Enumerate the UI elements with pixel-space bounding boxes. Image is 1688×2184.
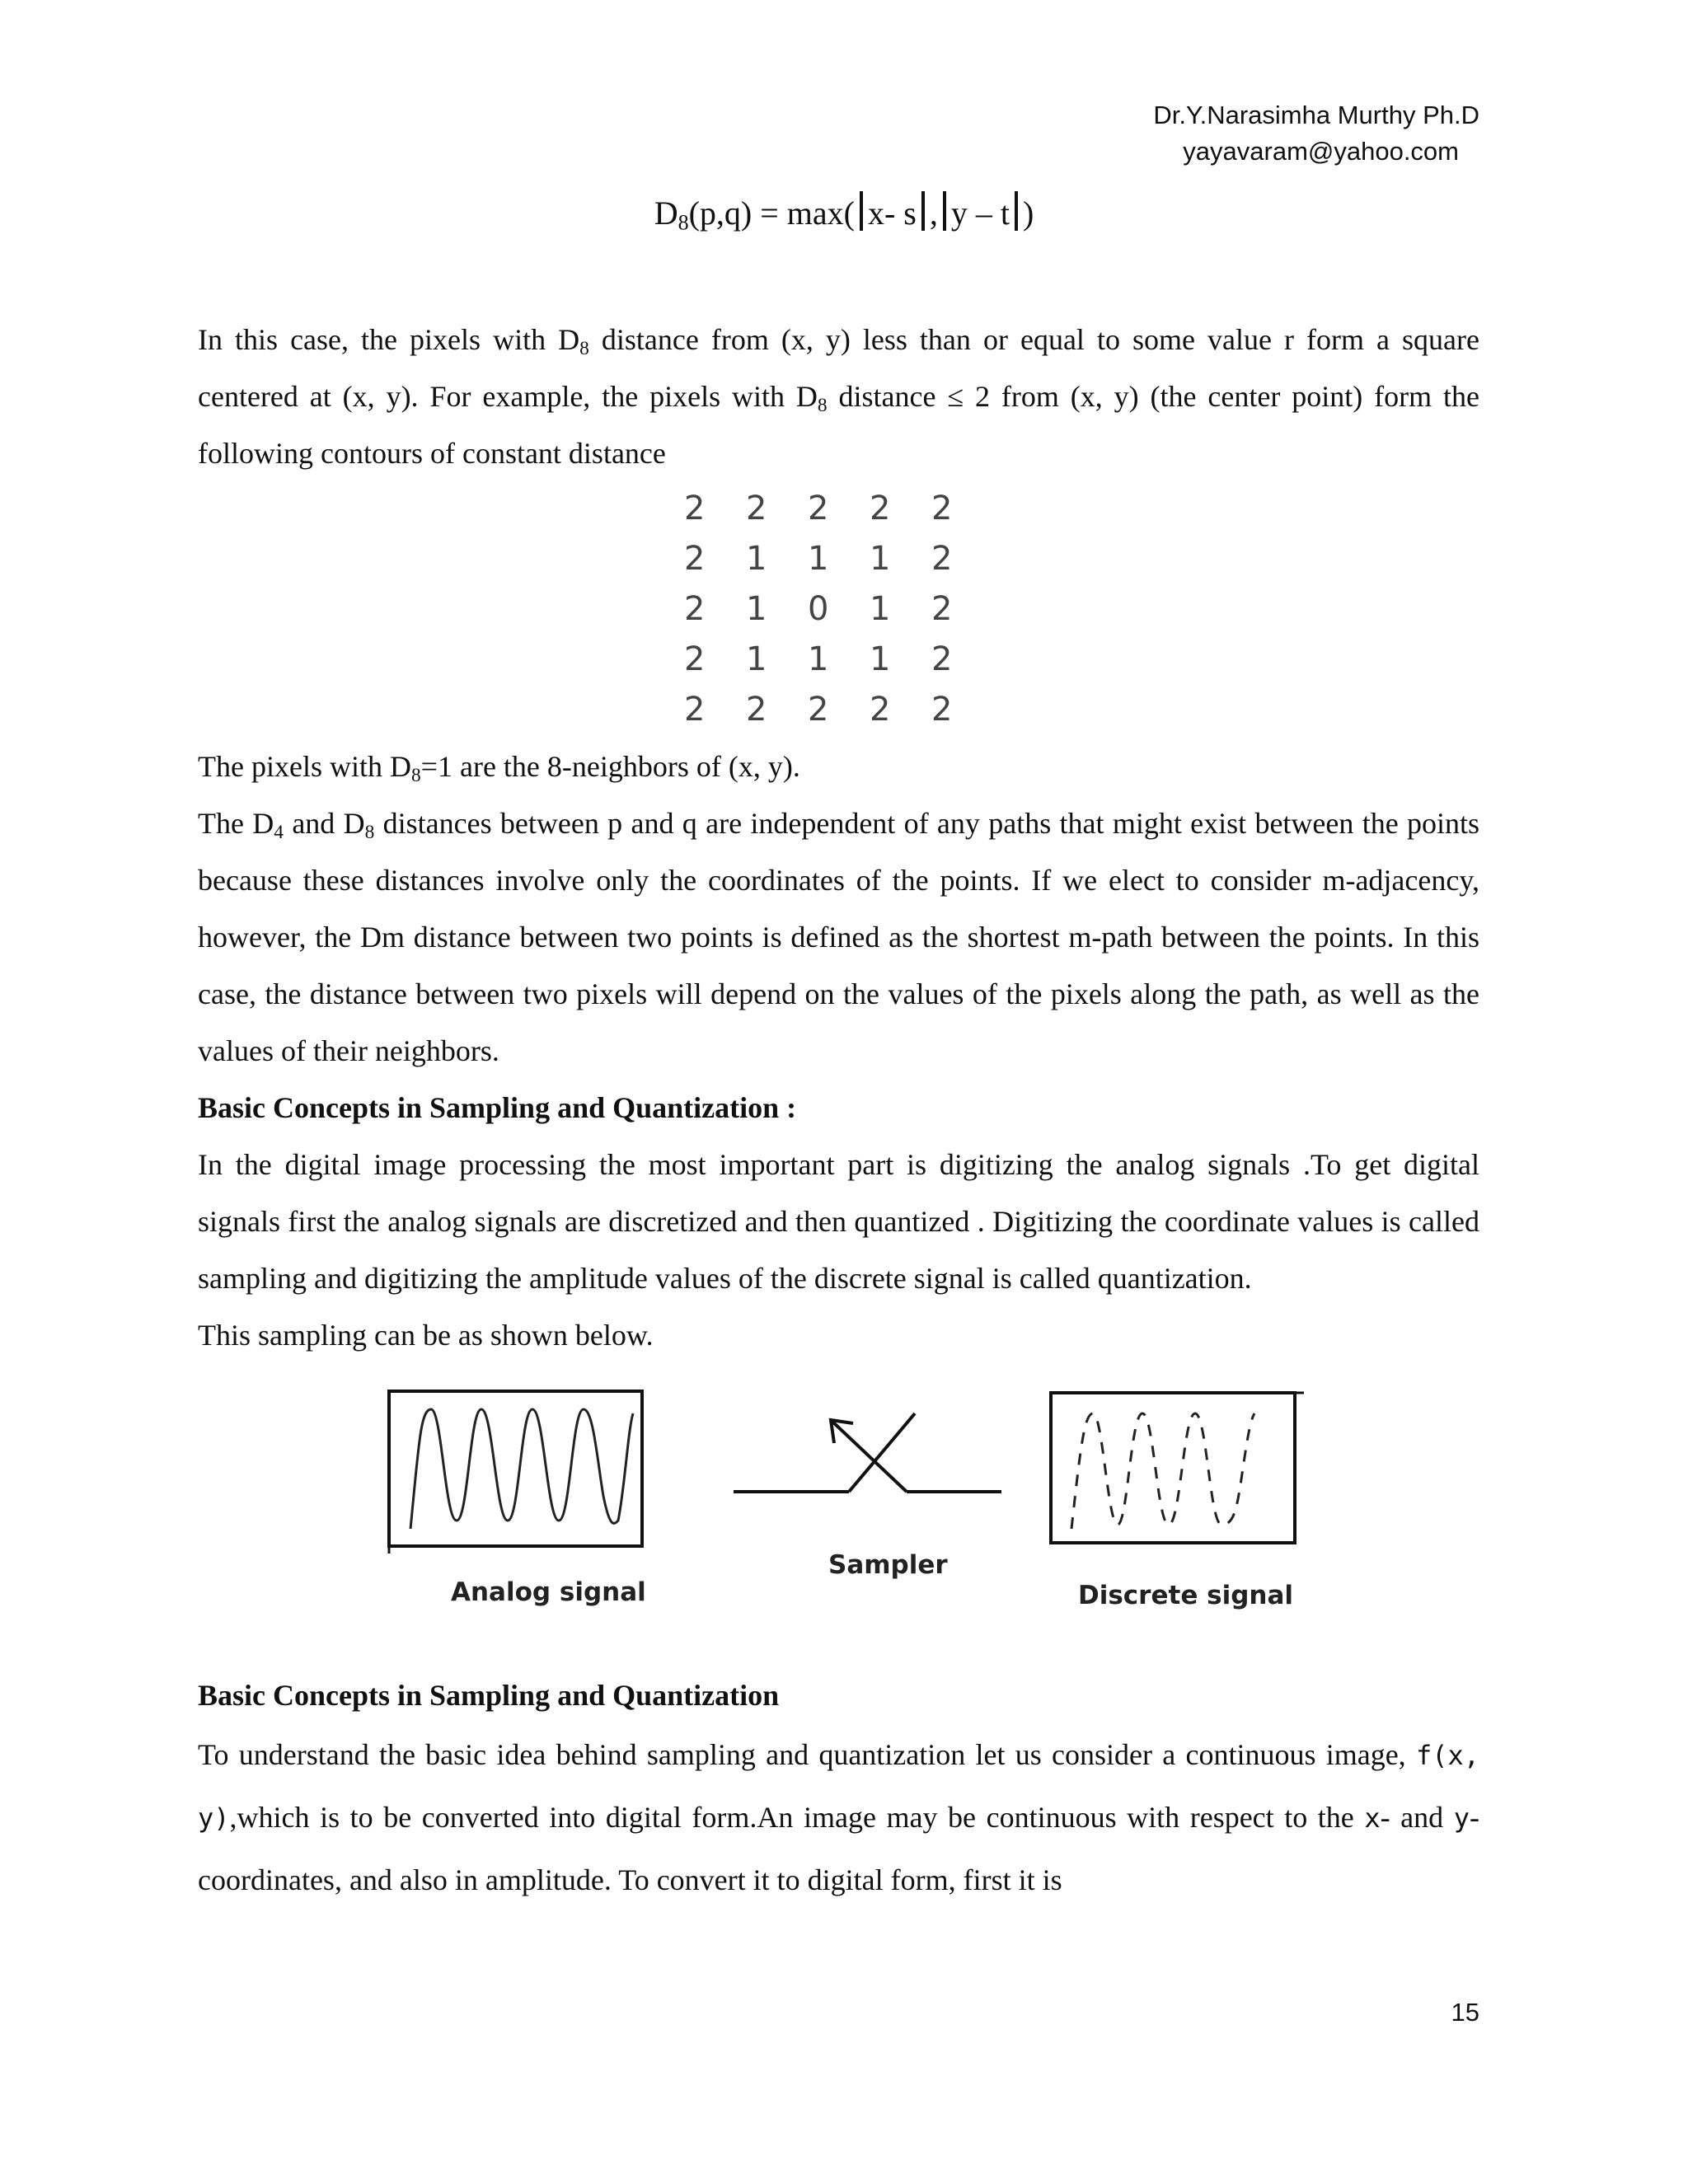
paragraph-sampling-intro: This sampling can be as shown below.: [198, 1319, 654, 1352]
page-number: 15: [1451, 1998, 1479, 2027]
discrete-signal-label: Discrete signal: [1078, 1581, 1294, 1610]
math-variable: x: [1364, 1802, 1381, 1834]
text-run: The pixels with D: [198, 750, 411, 783]
matrix-cell: 2: [870, 691, 891, 729]
formula-lhs: D: [654, 194, 678, 232]
abs-bar: [860, 191, 863, 231]
matrix-cell: 2: [808, 490, 829, 527]
text-run: ,which is to be converted into digital form.An image may be continuous with respect to the: [229, 1801, 1365, 1834]
paragraph-dm-distance: [198, 795, 1479, 1080]
matrix-cell: 2: [684, 691, 706, 729]
text-run: In this case, the pixels with D: [198, 323, 580, 356]
matrix-cell: 1: [870, 640, 891, 678]
d8-formula: [0, 191, 1688, 235]
formula-subscript: 8: [678, 210, 689, 235]
distance-matrix: [198, 484, 1479, 735]
matrix-cell: 1: [870, 590, 891, 628]
matrix-cell: 2: [931, 691, 953, 729]
text-run: distances between p and q are independent of any paths that might exist between the points because these distances involve only the coordinates of the points. If we elect to consider m-adjacency, however, the Dm distance between two points is defined as the shortest m-path between the points. In this case, the distance between two pixels will depend on the values of the pixels along the path, as well as the values of their neighbors.: [198, 807, 1480, 1067]
analog-signal-box: [389, 1391, 642, 1546]
page-header: [1063, 97, 1479, 170]
formula-term1: x- s: [867, 194, 917, 232]
matrix-cell: 2: [931, 590, 953, 628]
sampling-figure: [198, 1364, 1479, 1669]
matrix-cell: 2: [684, 640, 706, 678]
section-heading: Basic Concepts in Sampling and Quantization :: [198, 1091, 797, 1124]
formula-separator: ,: [929, 194, 938, 232]
discrete-signal-wave: [1071, 1413, 1254, 1529]
text-run: To understand the basic idea behind sampling and quantization let us consider a continuous image,: [198, 1738, 1416, 1771]
formula-close: ): [1022, 194, 1034, 232]
matrix-cell: 2: [684, 490, 706, 527]
text-run: - and: [1380, 1801, 1454, 1834]
author-name: Dr.Y.Narasimha Murthy Ph.D: [1153, 101, 1479, 129]
matrix-cell: 1: [746, 640, 767, 678]
matrix-cell: 1: [746, 590, 767, 628]
math-variable: y: [1453, 1802, 1470, 1834]
matrix-cell: 2: [931, 490, 953, 527]
text-run: The D: [198, 807, 274, 840]
math-function: f(x, y): [198, 1740, 1479, 1834]
abs-bar: [921, 191, 925, 231]
paragraph-d8-square: [198, 312, 1479, 482]
paragraph-continuous-image: [198, 1724, 1479, 1911]
page-content: [198, 312, 1479, 1911]
matrix-cell: 2: [684, 590, 706, 628]
matrix-cell: 2: [870, 490, 891, 527]
matrix-cell: 2: [931, 640, 953, 678]
sampler-contact-arm: [832, 1422, 907, 1492]
matrix-cell: 1: [808, 540, 829, 578]
paragraph-8-neighbors: [198, 738, 1479, 795]
abs-bar: [943, 191, 946, 231]
matrix-cell: 2: [808, 691, 829, 729]
text-run: - coordinates, and also in amplitude. To convert it to digital form, first it is: [198, 1801, 1479, 1896]
formula-term2: y – t: [950, 194, 1010, 232]
matrix-cell: 0: [808, 590, 829, 628]
sampler-label: Sampler: [828, 1550, 948, 1580]
subscript: 8: [817, 394, 828, 416]
text-run: distance from (x, y) less than or equal to some value r form a square centered at (x, y). For example, the pixels with D: [198, 323, 1480, 413]
analog-signal-wave: [410, 1409, 633, 1529]
matrix-cell: 1: [870, 540, 891, 578]
matrix-cell: 2: [746, 691, 767, 729]
matrix-cell: 2: [746, 490, 767, 527]
text-run: and D: [284, 807, 365, 840]
subscript: 8: [579, 337, 589, 359]
formula-args: (p,q) = max(: [688, 194, 855, 232]
author-email: yayavaram@yahoo.com: [1183, 137, 1459, 166]
abs-bar: [1015, 191, 1018, 231]
paragraph-digitizing: In the digital image processing the most important part is digitizing the analog signals .To get digital signals first the analog signals are discretized and then quantized . Digitizing the coordinate values is called sampling and digitizing the amplitude values of the discrete signal is called quantization.: [198, 1148, 1479, 1295]
matrix-cell: 1: [746, 540, 767, 578]
subscript: 4: [274, 821, 284, 843]
sampler-switch-arm: [849, 1413, 915, 1492]
text-run: distance ≤ 2 from (x, y) (the center point) form the following contours of constant distance: [198, 380, 1479, 470]
matrix-cell: 2: [684, 540, 706, 578]
matrix-cell: 2: [931, 540, 953, 578]
subscript: 8: [410, 764, 421, 786]
text-run: =1 are the 8-neighbors of (x, y).: [420, 750, 800, 783]
section-heading: Basic Concepts in Sampling and Quantization: [198, 1679, 780, 1712]
matrix-cell: 1: [808, 640, 829, 678]
subscript: 8: [364, 821, 375, 843]
analog-signal-label: Analog signal: [451, 1577, 646, 1607]
